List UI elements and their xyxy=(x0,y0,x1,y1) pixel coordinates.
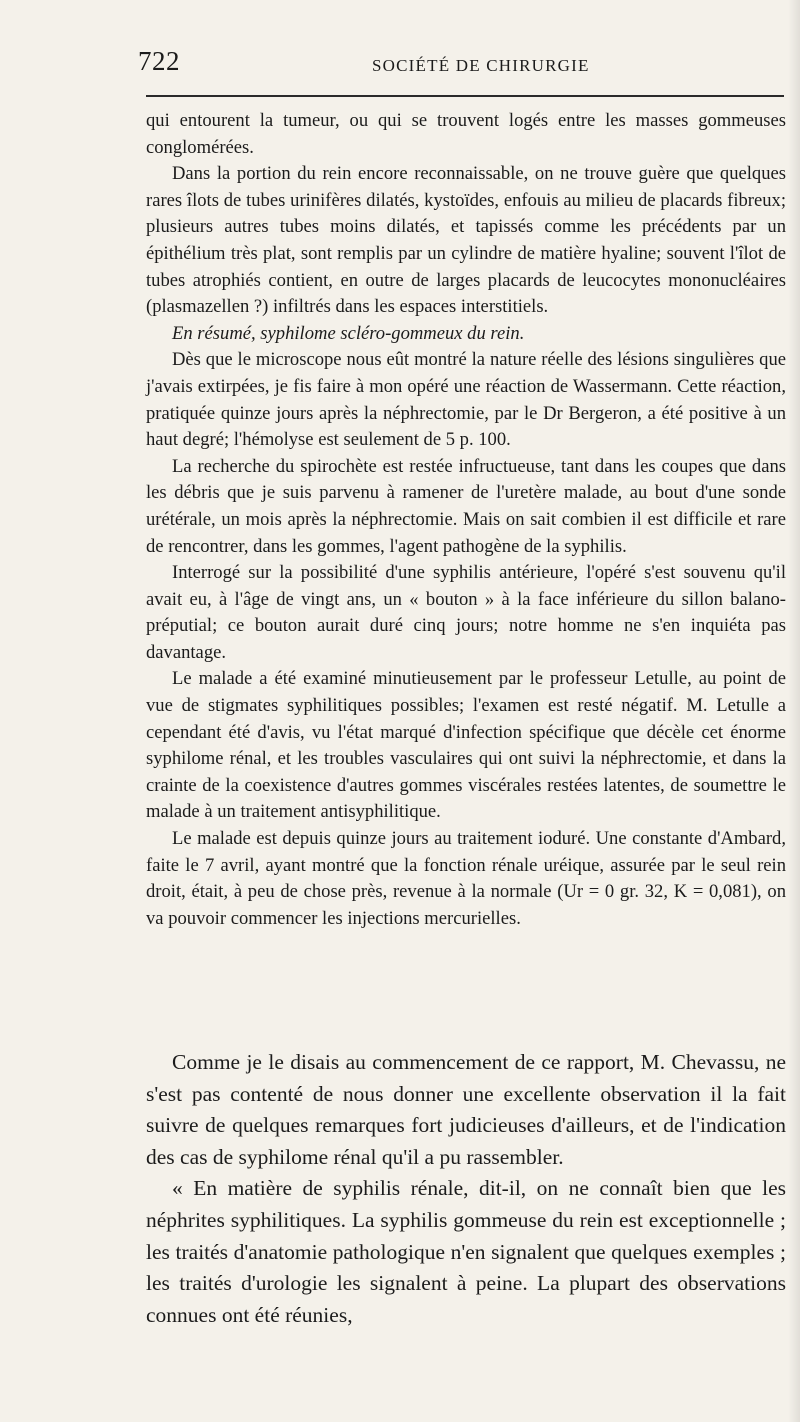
paragraph-continuation: qui entourent la tumeur, ou qui se trouvent logés entre les masses gommeuses conglomérées. xyxy=(146,110,786,158)
page-number: 722 xyxy=(138,46,180,76)
small-print-section xyxy=(146,108,786,932)
paragraph-history: Interrogé sur la possibilité d'une syphilis antérieure, l'opéré s'est souvenu qu'il avait eu, à l'âge de vingt ans, un « bouton » à la face inférieure du sillon balano-préputial; ce bouton aurait duré cinq jours; notre homme ne s'en inquiéta pas davantage. xyxy=(146,562,786,663)
paragraph-report-comment: Comme je le disais au commencement de ce rapport, M. Chevassu, ne s'est pas contenté de nous donner une excellente observation il la fait suivre de quelques remarques fort judicieuses d'ailleurs, et de l'indication des cas de syphilome rénal qu'il a pu rassembler. xyxy=(146,1050,786,1169)
paragraph-kidney-portion: Dans la portion du rein encore reconnaissable, on ne trouve guère que quelques rares îlots de tubes urinifères dilatés, kystoïdes, enfouis au milieu de placards fibreux; plusieurs autres tubes moins dilatés, et tapissés comme les précédents par un épithélium très plat, sont remplis par un cylindre de matière hyaline; souvent l'îlot de tubes atrophiés contient, en outre de larges placards de leucocytes mononucléaires (plasmazellen ?) infiltrés dans les espaces interstitiels. xyxy=(146,163,786,318)
paragraph-spirochete: La recherche du spirochète est restée infructueuse, tant dans les coupes que dans les débris que je suis parvenu à ramener de l'uretère malade, au bout d'une sonde urétérale, un mois après la néphrectomie. Mais on sait combien il est difficile et rare de rencontrer, dans les gommes, l'agent pathogène de la syphilis. xyxy=(146,455,786,557)
running-head: SOCIÉTÉ DE CHIRURGIE xyxy=(372,56,590,75)
paragraph-wassermann: Dès que le microscope nous eût montré la nature réelle des lésions singulières que j'avais extirpées, je fis faire à mon opéré une réaction de Wassermann. Cette réaction, pratiquée quinze jours après la néphrectomie, par le Dr Bergeron, a été positive à un haut degré; l'hémolyse est seulement de 5 p. 100. xyxy=(146,349,786,451)
paragraph-examination: Le malade a été examiné minutieusement par le professeur Letulle, au point de vue de stigmates syphilitiques possibles; l'examen est resté négatif. M. Letulle a cependant été d'avis, vu l'état marqué d'infection spécifique que décèle cet énorme syphilome rénal, et les troubles vasculaires qui ont suivi la néphrectomie, et dans la crainte de la coexistence d'autres gommes viscérales restées latentes, de soumettre le malade à un traitement antisyphilitique. xyxy=(146,668,786,823)
paragraph-summary: En résumé, syphilome scléro-gommeux du rein. xyxy=(172,322,525,344)
page-edge-shadow xyxy=(788,0,800,1422)
paragraph-quotation: « En matière de syphilis rénale, dit-il, on ne connaît bien que les néphrites syphilitiques. La syphilis gommeuse du rein est exceptionnelle ; les traités d'anatomie pathologique n'en signalent que quelques exemples ; les traités d'urologie les signalent à peine. La plupart des observations connues ont été réunies, xyxy=(146,1176,786,1327)
paragraph-treatment: Le malade est depuis quinze jours au traitement ioduré. Une constante d'Ambard, faite le 7 avril, ayant montré que la fonction rénale uréique, assurée par le seul rein droit, était, à peu de chose près, revenue à la normale (Ur = 0 gr. 32, K = 0,081), on va pouvoir commencer les injections mercurielles. xyxy=(146,828,786,929)
main-text-section xyxy=(146,1047,786,1331)
header-rule xyxy=(146,95,784,97)
